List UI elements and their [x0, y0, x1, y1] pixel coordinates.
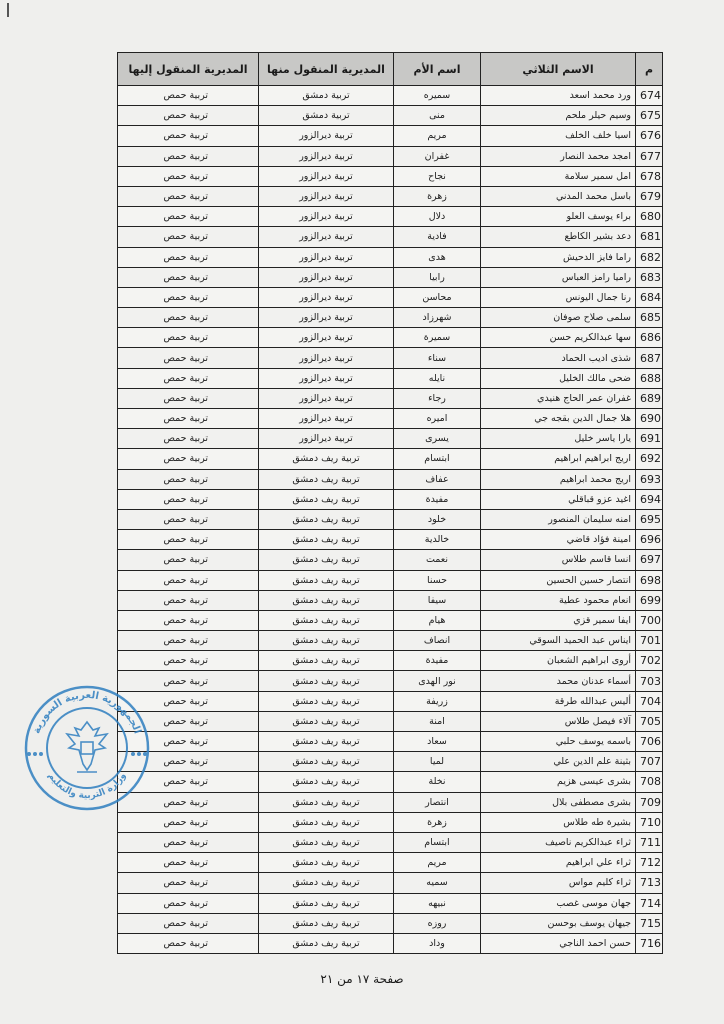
table-row	[118, 732, 663, 752]
cell-from: تربية ديرالزور	[259, 146, 394, 166]
cell-mother: نايله	[394, 368, 481, 388]
cell-to: تربية حمص	[118, 610, 259, 630]
cell-mother: غفران	[394, 146, 481, 166]
cell-to: تربية حمص	[118, 348, 259, 368]
table-row	[118, 429, 663, 449]
cell-name: انتصار حسين الحسين	[481, 570, 636, 590]
cell-num: 685	[636, 308, 663, 328]
cell-to: تربية حمص	[118, 711, 259, 731]
cell-from: تربية ريف دمشق	[259, 913, 394, 933]
header-mother: اسم الأم	[394, 53, 481, 86]
cell-num: 698	[636, 570, 663, 590]
cell-mother: مفيدة	[394, 489, 481, 509]
cell-mother: زريفة	[394, 691, 481, 711]
cell-num: 692	[636, 449, 663, 469]
table-body	[118, 86, 663, 954]
cell-from: تربية ديرالزور	[259, 287, 394, 307]
cell-from: تربية ديرالزور	[259, 348, 394, 368]
cell-mother: سناء	[394, 348, 481, 368]
cell-from: تربية ديرالزور	[259, 328, 394, 348]
cell-name: غفران عمر الحاج هنيدي	[481, 388, 636, 408]
cell-num: 674	[636, 86, 663, 106]
table-row	[118, 509, 663, 529]
cell-from: تربية ريف دمشق	[259, 530, 394, 550]
cell-from: تربية ريف دمشق	[259, 489, 394, 509]
table-row	[118, 146, 663, 166]
cell-num: 714	[636, 893, 663, 913]
cell-num: 710	[636, 812, 663, 832]
cell-from: تربية ريف دمشق	[259, 550, 394, 570]
cell-name: امينة فؤاد قاضي	[481, 530, 636, 550]
cell-num: 689	[636, 388, 663, 408]
cell-from: تربية ريف دمشق	[259, 651, 394, 671]
cell-name: اريج ابراهيم ابراهيم	[481, 449, 636, 469]
cell-to: تربية حمص	[118, 853, 259, 873]
cell-num: 680	[636, 207, 663, 227]
cell-to: تربية حمص	[118, 469, 259, 489]
table-row	[118, 873, 663, 893]
cell-from: تربية دمشق	[259, 86, 394, 106]
table-row	[118, 691, 663, 711]
table-row	[118, 570, 663, 590]
cell-name: دعد بشير الكاطع	[481, 227, 636, 247]
table-row	[118, 409, 663, 429]
cell-mother: مريم	[394, 126, 481, 146]
cell-mother: سميره	[394, 86, 481, 106]
cell-to: تربية حمص	[118, 388, 259, 408]
cell-num: 697	[636, 550, 663, 570]
cell-num: 712	[636, 853, 663, 873]
cell-num: 684	[636, 287, 663, 307]
cell-mother: ابتسام	[394, 832, 481, 852]
table-row	[118, 368, 663, 388]
cell-name: امل سمير سلامة	[481, 166, 636, 186]
cell-from: تربية ريف دمشق	[259, 732, 394, 752]
cell-mother: ابتسام	[394, 449, 481, 469]
cell-mother: نخلة	[394, 772, 481, 792]
cell-mother: هدى	[394, 247, 481, 267]
cell-mother: انصاف	[394, 631, 481, 651]
cell-name: هلا جمال الدين بقجه جي	[481, 409, 636, 429]
cell-name: اسيا خلف الخلف	[481, 126, 636, 146]
header-to: المديرية المنقول إليها	[118, 53, 259, 86]
cell-num: 695	[636, 509, 663, 529]
cell-name: شذى اديب الحماد	[481, 348, 636, 368]
table-row	[118, 247, 663, 267]
cell-to: تربية حمص	[118, 530, 259, 550]
cell-num: 686	[636, 328, 663, 348]
cell-num: 715	[636, 913, 663, 933]
cell-mother: امنة	[394, 711, 481, 731]
cell-to: تربية حمص	[118, 227, 259, 247]
cell-from: تربية ديرالزور	[259, 186, 394, 206]
cell-name: ورد محمد اسعد	[481, 86, 636, 106]
cell-name: امنه سليمان المنصور	[481, 509, 636, 529]
cell-mother: لميا	[394, 752, 481, 772]
cell-num: 691	[636, 429, 663, 449]
cell-num: 707	[636, 752, 663, 772]
cell-from: تربية ديرالزور	[259, 388, 394, 408]
cell-from: تربية دمشق	[259, 106, 394, 126]
cell-num: 683	[636, 267, 663, 287]
cell-name: ايفا سمير قزي	[481, 610, 636, 630]
cell-name: جيهان يوسف بوحسن	[481, 913, 636, 933]
cell-to: تربية حمص	[118, 429, 259, 449]
cell-from: تربية ديرالزور	[259, 126, 394, 146]
cell-to: تربية حمص	[118, 913, 259, 933]
cell-from: تربية ريف دمشق	[259, 752, 394, 772]
table-row	[118, 267, 663, 287]
cell-num: 696	[636, 530, 663, 550]
cell-to: تربية حمص	[118, 308, 259, 328]
cell-from: تربية ديرالزور	[259, 308, 394, 328]
cell-name: رنا جمال اليونس	[481, 287, 636, 307]
cell-to: تربية حمص	[118, 489, 259, 509]
table-row	[118, 671, 663, 691]
cell-from: تربية ديرالزور	[259, 409, 394, 429]
cell-from: تربية ديرالزور	[259, 429, 394, 449]
cell-name: سها عبدالكريم حسن	[481, 328, 636, 348]
table-row	[118, 651, 663, 671]
table-row	[118, 308, 663, 328]
table-row	[118, 207, 663, 227]
cell-mother: سعاد	[394, 732, 481, 752]
cell-mother: يسرى	[394, 429, 481, 449]
cell-num: 688	[636, 368, 663, 388]
table-row	[118, 792, 663, 812]
cell-to: تربية حمص	[118, 832, 259, 852]
table-row	[118, 348, 663, 368]
cell-mother: دلال	[394, 207, 481, 227]
ministry-seal	[23, 684, 151, 812]
cell-name: راما فايز الدحيش	[481, 247, 636, 267]
cell-to: تربية حمص	[118, 873, 259, 893]
cell-to: تربية حمص	[118, 287, 259, 307]
cell-mother: خالدية	[394, 530, 481, 550]
cell-to: تربية حمص	[118, 550, 259, 570]
cell-name: ثراء علي ابراهيم	[481, 853, 636, 873]
cell-from: تربية ديرالزور	[259, 368, 394, 388]
cell-mother: نجاح	[394, 166, 481, 186]
table-row	[118, 752, 663, 772]
cell-to: تربية حمص	[118, 732, 259, 752]
cell-to: تربية حمص	[118, 933, 259, 953]
table-row	[118, 590, 663, 610]
cell-name: انسا قاسم طلاس	[481, 550, 636, 570]
cell-from: تربية ريف دمشق	[259, 772, 394, 792]
table-row	[118, 449, 663, 469]
cell-to: تربية حمص	[118, 792, 259, 812]
table-row	[118, 772, 663, 792]
cell-from: تربية ريف دمشق	[259, 893, 394, 913]
cell-to: تربية حمص	[118, 893, 259, 913]
header-from: المديرية المنقول منها	[259, 53, 394, 86]
table-row	[118, 86, 663, 106]
cell-mother: رابيا	[394, 267, 481, 287]
cell-num: 687	[636, 348, 663, 368]
table-row	[118, 610, 663, 630]
cell-mother: نبيهه	[394, 893, 481, 913]
cell-to: تربية حمص	[118, 449, 259, 469]
cell-mother: شهرزاد	[394, 308, 481, 328]
header-name: الاسم الثلاثي	[481, 53, 636, 86]
cell-name: بشيرة طه طلاس	[481, 812, 636, 832]
cell-from: تربية ريف دمشق	[259, 469, 394, 489]
cell-from: تربية ديرالزور	[259, 227, 394, 247]
seal-top-text: الجمهورية العربية السورية	[31, 689, 143, 736]
cell-num: 699	[636, 590, 663, 610]
cell-mother: خلود	[394, 509, 481, 529]
cell-from: تربية ريف دمشق	[259, 610, 394, 630]
cell-name: بثينة علم الدين علي	[481, 752, 636, 772]
cell-name: وسيم حيلر ملحم	[481, 106, 636, 126]
cell-to: تربية حمص	[118, 207, 259, 227]
cell-name: باسمه يوسف حلبي	[481, 732, 636, 752]
cell-mother: زهرة	[394, 186, 481, 206]
cell-num: 708	[636, 772, 663, 792]
cell-to: تربية حمص	[118, 267, 259, 287]
cell-from: تربية ديرالزور	[259, 267, 394, 287]
cell-from: تربية ريف دمشق	[259, 570, 394, 590]
cell-to: تربية حمص	[118, 106, 259, 126]
cell-num: 694	[636, 489, 663, 509]
cell-num: 700	[636, 610, 663, 630]
cell-mother: روزه	[394, 913, 481, 933]
cell-from: تربية ريف دمشق	[259, 812, 394, 832]
cell-mother: هيام	[394, 610, 481, 630]
cell-to: تربية حمص	[118, 86, 259, 106]
cell-from: تربية ريف دمشق	[259, 631, 394, 651]
cell-num: 690	[636, 409, 663, 429]
cell-mother: زهرة	[394, 812, 481, 832]
cell-name: جهان موسى غصب	[481, 893, 636, 913]
seal-bottom-text: وزارة التربية والتعليم	[45, 771, 129, 802]
cell-to: تربية حمص	[118, 631, 259, 651]
cell-mother: اميره	[394, 409, 481, 429]
table-row	[118, 126, 663, 146]
transfer-table-container	[117, 52, 662, 954]
cell-from: تربية ريف دمشق	[259, 590, 394, 610]
cell-from: تربية ديرالزور	[259, 247, 394, 267]
table-row	[118, 227, 663, 247]
cell-name: براء يوسف العلو	[481, 207, 636, 227]
table-row	[118, 489, 663, 509]
table-row	[118, 186, 663, 206]
cell-mother: محاسن	[394, 287, 481, 307]
cell-to: تربية حمص	[118, 186, 259, 206]
cell-mother: نعمت	[394, 550, 481, 570]
cell-to: تربية حمص	[118, 651, 259, 671]
cell-num: 705	[636, 711, 663, 731]
table-row	[118, 893, 663, 913]
cell-mother: وداد	[394, 933, 481, 953]
cell-to: تربية حمص	[118, 812, 259, 832]
cell-name: راميا رامز العباس	[481, 267, 636, 287]
cell-to: تربية حمص	[118, 409, 259, 429]
table-row	[118, 631, 663, 651]
table-row	[118, 388, 663, 408]
cell-name: حسن احمد الناجي	[481, 933, 636, 953]
cell-num: 701	[636, 631, 663, 651]
cell-from: تربية ريف دمشق	[259, 691, 394, 711]
cell-name: ثراء عبدالكريم ناصيف	[481, 832, 636, 852]
cell-mother: سيفا	[394, 590, 481, 610]
table-row	[118, 106, 663, 126]
table-row	[118, 913, 663, 933]
cell-name: آلاء فيصل طلاس	[481, 711, 636, 731]
cell-from: تربية ريف دمشق	[259, 509, 394, 529]
table-row	[118, 166, 663, 186]
cell-name: اريج محمد ابراهيم	[481, 469, 636, 489]
cell-mother: مفيدة	[394, 651, 481, 671]
table-row	[118, 711, 663, 731]
cell-to: تربية حمص	[118, 772, 259, 792]
cell-to: تربية حمص	[118, 328, 259, 348]
cell-mother: حسنا	[394, 570, 481, 590]
cell-name: سلمى صلاح صوفان	[481, 308, 636, 328]
cell-name: باسل محمد المدني	[481, 186, 636, 206]
cell-from: تربية ريف دمشق	[259, 873, 394, 893]
cell-from: تربية ريف دمشق	[259, 711, 394, 731]
page-footer: صفحة ١٧ من ٢١	[320, 972, 404, 986]
svg-text:الجمهورية العربية السورية	[31, 690, 142, 735]
cell-num: 677	[636, 146, 663, 166]
cell-num: 716	[636, 933, 663, 953]
transfer-table	[117, 52, 663, 954]
table-header-row	[118, 53, 663, 86]
cell-name: أسماء عدنان محمد	[481, 671, 636, 691]
cell-name: يارا ياسر خليل	[481, 429, 636, 449]
cell-name: بشرى مصطفى بلال	[481, 792, 636, 812]
cell-from: تربية ريف دمشق	[259, 449, 394, 469]
cell-to: تربية حمص	[118, 368, 259, 388]
cell-num: 693	[636, 469, 663, 489]
cell-mother: انتصار	[394, 792, 481, 812]
cell-mother: منى	[394, 106, 481, 126]
cell-mother: نور الهدى	[394, 671, 481, 691]
table-row	[118, 933, 663, 953]
table-row	[118, 530, 663, 550]
cell-from: تربية ديرالزور	[259, 207, 394, 227]
cell-mother: رجاء	[394, 388, 481, 408]
cell-mother: مريم	[394, 853, 481, 873]
cell-name: انعام محمود عطية	[481, 590, 636, 610]
cell-num: 679	[636, 186, 663, 206]
header-num: م	[636, 53, 663, 86]
cell-to: تربية حمص	[118, 247, 259, 267]
cell-to: تربية حمص	[118, 570, 259, 590]
cell-to: تربية حمص	[118, 590, 259, 610]
cell-to: تربية حمص	[118, 752, 259, 772]
cell-from: تربية ريف دمشق	[259, 853, 394, 873]
table-row	[118, 287, 663, 307]
cell-to: تربية حمص	[118, 166, 259, 186]
cell-to: تربية حمص	[118, 671, 259, 691]
table-row	[118, 812, 663, 832]
table-row	[118, 469, 663, 489]
cell-num: 703	[636, 671, 663, 691]
cell-num: 709	[636, 792, 663, 812]
cell-num: 713	[636, 873, 663, 893]
cell-from: تربية ريف دمشق	[259, 832, 394, 852]
cell-name: ضحى مالك الخليل	[481, 368, 636, 388]
cell-name: ايناس عبد الحميد السوقي	[481, 631, 636, 651]
cell-name: بشرى عيسى هزيم	[481, 772, 636, 792]
cell-num: 681	[636, 227, 663, 247]
cell-to: تربية حمص	[118, 509, 259, 529]
eagle-emblem-icon	[67, 722, 107, 772]
cell-from: تربية ديرالزور	[259, 166, 394, 186]
cell-name: امجد محمد النصار	[481, 146, 636, 166]
cell-num: 675	[636, 106, 663, 126]
cell-to: تربية حمص	[118, 691, 259, 711]
cell-mother: عفاف	[394, 469, 481, 489]
cell-from: تربية ريف دمشق	[259, 792, 394, 812]
table-row	[118, 328, 663, 348]
cell-num: 706	[636, 732, 663, 752]
table-row	[118, 853, 663, 873]
cell-mother: سميه	[394, 873, 481, 893]
cell-from: تربية ريف دمشق	[259, 671, 394, 691]
cell-num: 682	[636, 247, 663, 267]
cell-num: 704	[636, 691, 663, 711]
cell-num: 676	[636, 126, 663, 146]
cell-name: ثراء كليم مواس	[481, 873, 636, 893]
cell-to: تربية حمص	[118, 146, 259, 166]
cell-num: 678	[636, 166, 663, 186]
cell-to: تربية حمص	[118, 126, 259, 146]
cell-name: أروى ابراهيم الشعبان	[481, 651, 636, 671]
cell-name: أليس عبدالله طرقة	[481, 691, 636, 711]
cell-mother: سميرة	[394, 328, 481, 348]
cell-mother: فادية	[394, 227, 481, 247]
page-corner-mark	[7, 3, 9, 17]
table-row	[118, 832, 663, 852]
table-row	[118, 550, 663, 570]
cell-num: 702	[636, 651, 663, 671]
cell-name: اغيد عزو قباقلي	[481, 489, 636, 509]
cell-num: 711	[636, 832, 663, 852]
cell-from: تربية ريف دمشق	[259, 933, 394, 953]
